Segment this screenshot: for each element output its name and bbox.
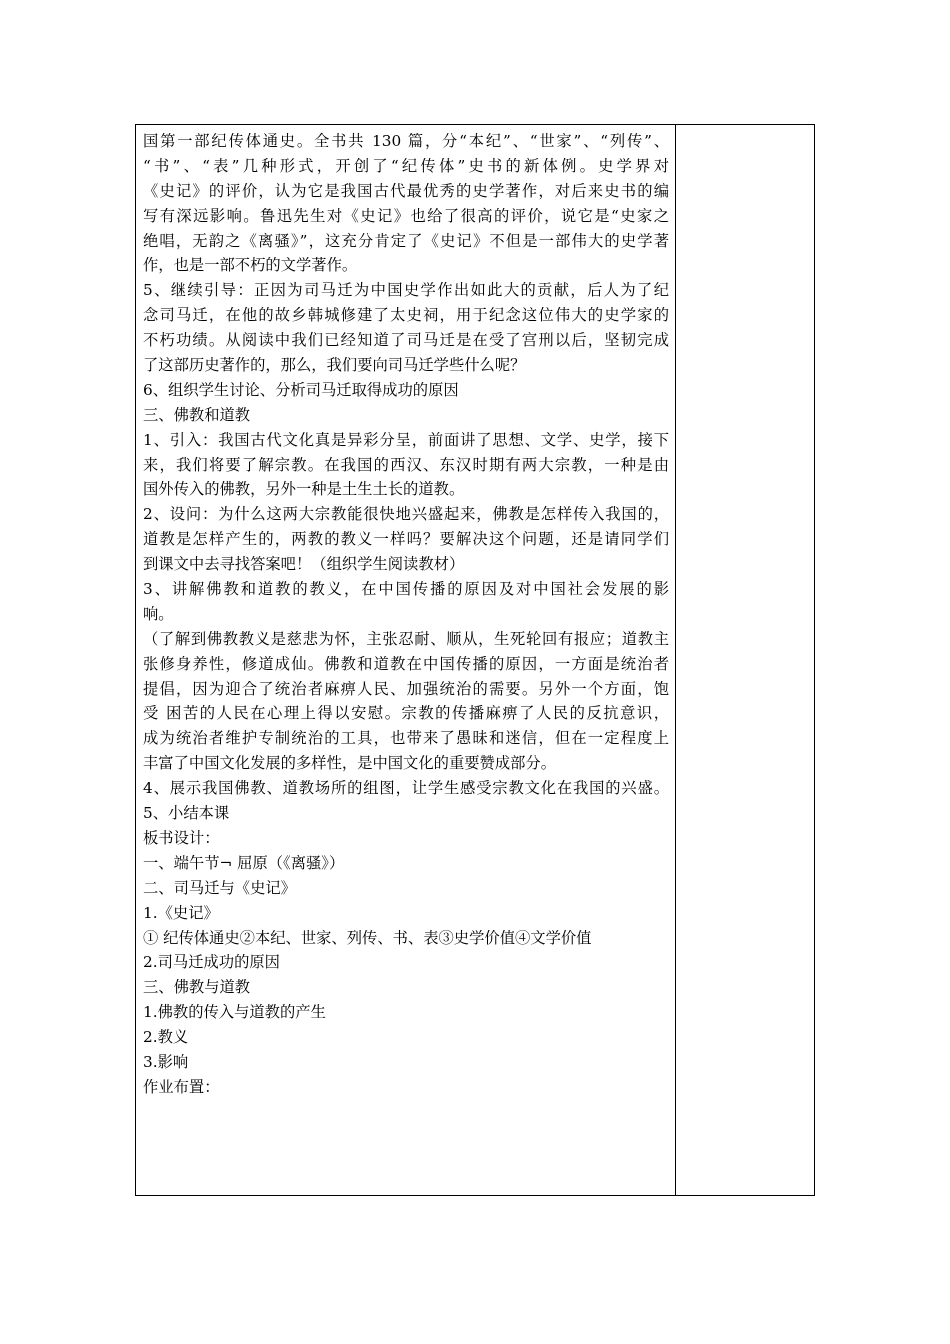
text-line: 作，也是一部不朽的文学著作。 [143,256,358,275]
text-line: 张修身养性，修道成仙。佛教和道教在中国传播的原因，一方面是统治者 [143,654,669,673]
text-line: 响。 [143,604,174,623]
text-line: 三、佛教与道教 [143,978,251,997]
text-line: 1.《史记》 [143,903,219,922]
text-line: 道教是怎样产生的，两教的教义一样吗？要解决这个问题，还是请同学们 [143,530,669,549]
text-line: 写有深远影响。鲁迅先生对《史记》也给了很高的评价，说它是“史家之 [143,206,669,225]
text-line: 4、展示我国佛教、道教场所的组图，让学生感受宗教文化在我国的兴盛。 [143,779,669,798]
text-line: ① 纪传体通史②本纪、世家、列传、书、表③史学价值④文学价值 [143,928,592,947]
text-line: 来，我们将要了解宗教。在我国的西汉、东汉时期有两大宗教，一种是由 [143,455,669,474]
text-line: 绝唱，无韵之《离骚》”，这充分肯定了《史记》不但是一部伟大的史学著 [143,231,669,250]
text-line: 1、引入：我国古代文化真是异彩分呈，前面讲了思想、文学、史学，接下 [143,430,669,449]
text-line: “书”、“表”几种形式，开创了“纪传体”史书的新体例。史学界对 [143,156,669,175]
lesson-plan-table [135,124,815,1196]
text-line: 作业布置： [143,1077,220,1096]
text-line: 5、小结本课 [143,804,230,823]
text-line: 到课文中去寻找答案吧！（组织学生阅读教材） [143,555,465,574]
text-line: 2、设问：为什么这两大宗教能很快地兴盛起来，佛教是怎样传入我国的， [143,505,669,524]
text-line: 一、端午节¬ 屈原（《离骚》） [143,853,345,872]
text-line: 3.影响 [143,1052,189,1071]
text-line: （了解到佛教教义是慈悲为怀，主张忍耐、顺从，生死轮回有报应；道教主 [143,629,669,648]
lesson-text-body [143,129,669,1100]
text-line: 2.教义 [143,1028,189,1047]
text-line: 1.佛教的传入与道教的产生 [143,1003,326,1022]
text-line: 二、司马迁与《史记》 [143,878,296,897]
text-line: 成为统治者维护专制统治的工具，也带来了愚昧和迷信，但在一定程度上 [143,729,669,748]
text-line: 2.司马迁成功的原因 [143,953,280,972]
text-line: 三、佛教和道教 [143,405,251,424]
text-line: 国第一部纪传体通史。全书共 130 篇，分“本纪”、“世家”、“列传”、 [143,132,669,150]
lesson-content-cell [136,125,675,1195]
text-line: 了这部历史著作的，那么，我们要向司马迁学些什么呢？ [143,356,526,375]
text-line: 《史记》的评价，认为它是我国古代最优秀的史学著作，对后来史书的编 [143,181,669,200]
text-line: 丰富了中国文化发展的多样性，是中国文化的重要赞成部分。 [143,754,557,773]
notes-cell [676,125,814,1195]
text-line: 受 困苦的人民在心理上得以安慰。宗教的传播麻痹了人民的反抗意识， [143,704,669,723]
text-line: 板书设计： [143,828,220,847]
text-line: 6、组织学生讨论、分析司马迁取得成功的原因 [143,380,459,399]
text-line: 国外传入的佛教，另外一种是土生土长的道教。 [143,480,465,499]
text-line: 3、讲解佛教和道教的教义，在中国传播的原因及对中国社会发展的影 [143,580,669,599]
text-line: 5、继续引导：正因为司马迁为中国史学作出如此大的贡献，后人为了纪 [143,281,669,300]
text-line: 提倡，因为迎合了统治者麻痹人民、加强统治的需要。另外一个方面，饱 [143,679,669,698]
text-line: 不朽功绩。从阅读中我们已经知道了司马迁是在受了宫刑以后，坚韧完成 [143,331,669,350]
text-line: 念司马迁，在他的故乡韩城修建了太史祠，用于纪念这位伟大的史学家的 [143,306,669,325]
